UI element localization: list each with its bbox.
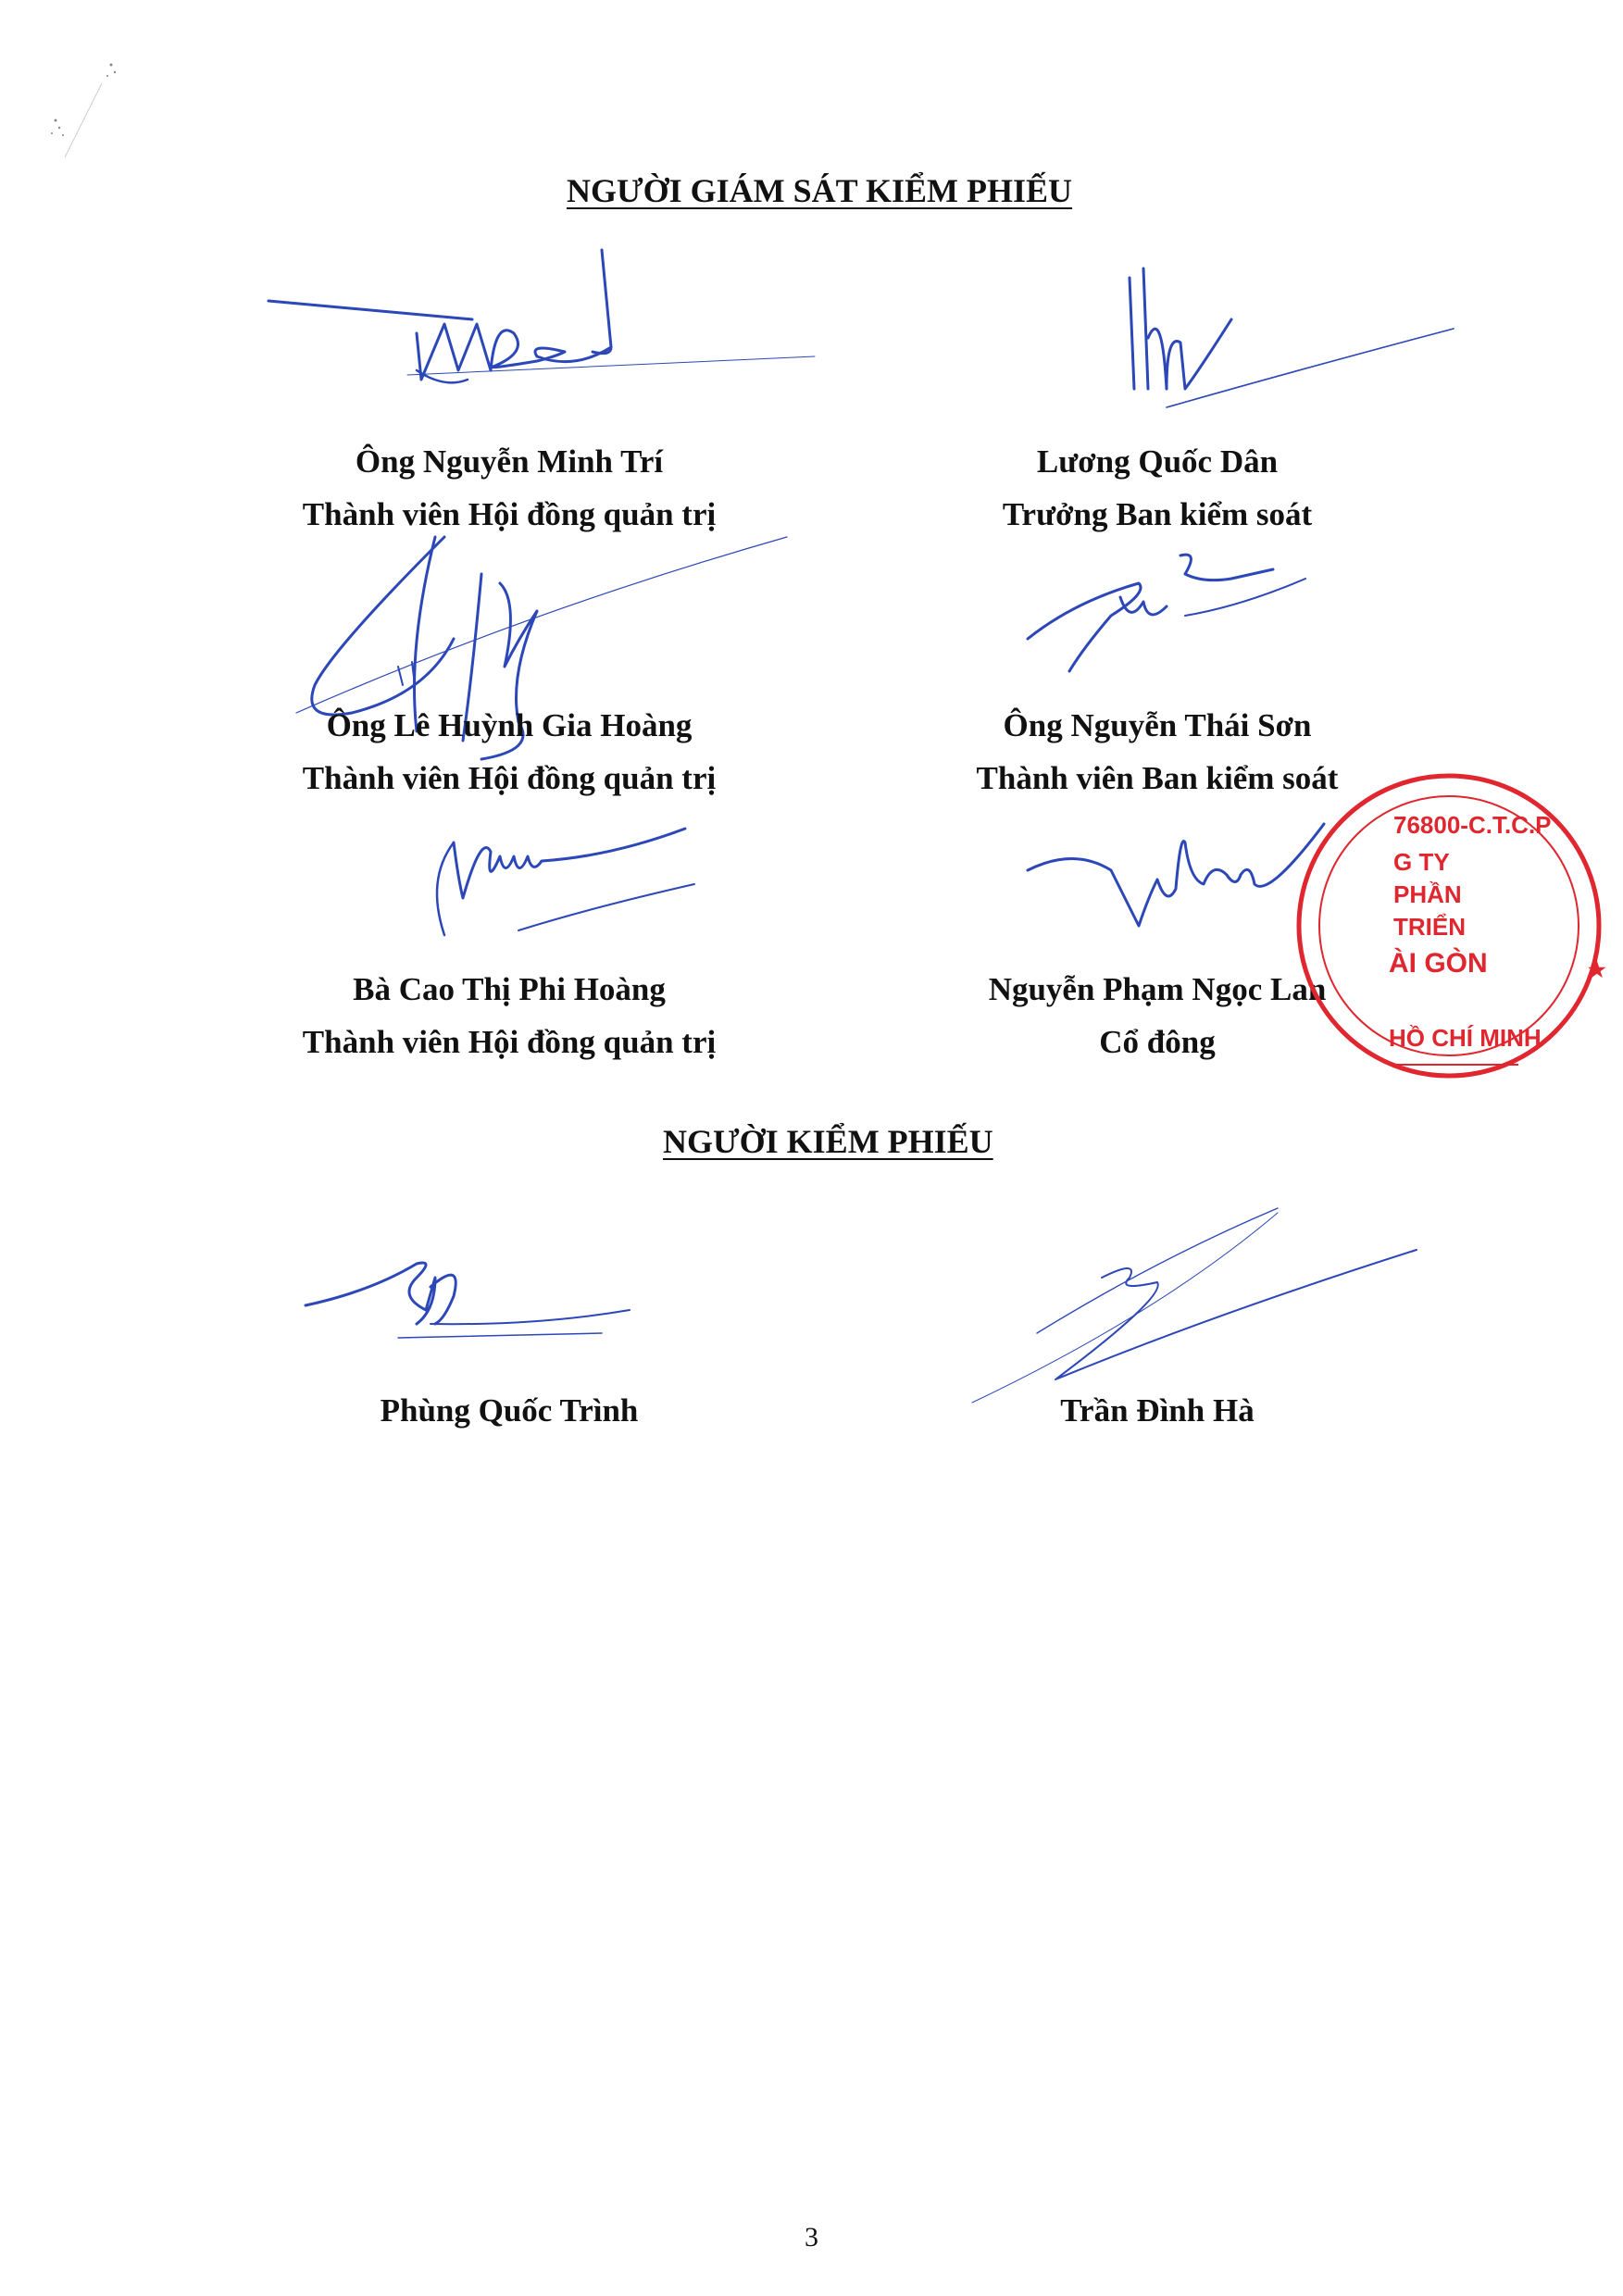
page-number: 3	[805, 2222, 818, 2252]
signatory-name: Bà Cao Thị Phi Hoàng	[353, 971, 666, 1007]
signature-nguyen-pham-ngoc-lan	[1018, 805, 1352, 944]
signatory-role: Thành viên Hội đồng quản trị	[302, 496, 717, 532]
seal-text-line: PHẦN	[1393, 880, 1462, 908]
signature-cao-thi-phi-hoang	[426, 805, 704, 954]
signatory-block-cao-thi-phi-hoang	[185, 963, 833, 1068]
signatory-role: Thành viên Hội đồng quản trị	[302, 1024, 717, 1060]
signature-nguyen-thai-son	[1018, 537, 1389, 685]
signature-phung-quoc-trinh	[296, 1222, 648, 1361]
counter-name: Phùng Quốc Trình	[380, 1392, 639, 1429]
counter-block-phung-quoc-trinh	[185, 1384, 833, 1437]
scan-specks	[46, 56, 139, 167]
counters-heading: NGƯỜI KIỂM PHIẾU	[663, 1123, 993, 1160]
counter-block-tran-dinh-ha	[833, 1384, 1481, 1437]
seal-text-line: G TY	[1393, 848, 1450, 876]
signature-tran-dinh-ha	[972, 1204, 1435, 1407]
seal-text-line: 76800-C.T.C.P	[1393, 811, 1552, 839]
signatory-name: Ông Nguyễn Thái Sơn	[1003, 707, 1312, 743]
supervisors-heading: NGƯỜI GIÁM SÁT KIỂM PHIẾU	[567, 172, 1073, 209]
signatory-role: Trưởng Ban kiểm soát	[1002, 496, 1313, 532]
signatory-role: Cổ đông	[1099, 1024, 1216, 1060]
counter-name: Trần Đình Hà	[1060, 1392, 1255, 1429]
seal-text-line: ÀI GÒN	[1389, 948, 1488, 979]
seal-text-line: HỒ CHÍ MINH	[1389, 1024, 1542, 1052]
company-seal-stamp	[1380, 778, 1623, 1083]
svg-text:★: ★	[1588, 958, 1606, 981]
signature-luong-quoc-dan	[1111, 250, 1463, 426]
signatory-name: Nguyễn Phạm Ngọc Lan	[988, 971, 1327, 1007]
signatory-name: Ông Lê Huỳnh Gia Hoàng	[326, 707, 693, 743]
signatory-name: Lương Quốc Dân	[1036, 443, 1279, 480]
seal-text-line: TRIỂN	[1393, 913, 1466, 941]
signatory-name: Ông Nguyễn Minh Trí	[355, 443, 664, 480]
signature-nguyen-minh-tri	[259, 231, 833, 417]
signatory-block-le-huynh-gia-hoang	[185, 699, 833, 805]
signatory-role: Thành viên Hội đồng quản trị	[302, 760, 717, 796]
signatory-role: Thành viên Ban kiểm soát	[976, 760, 1339, 796]
signatory-block-luong-quoc-dan	[833, 435, 1481, 541]
